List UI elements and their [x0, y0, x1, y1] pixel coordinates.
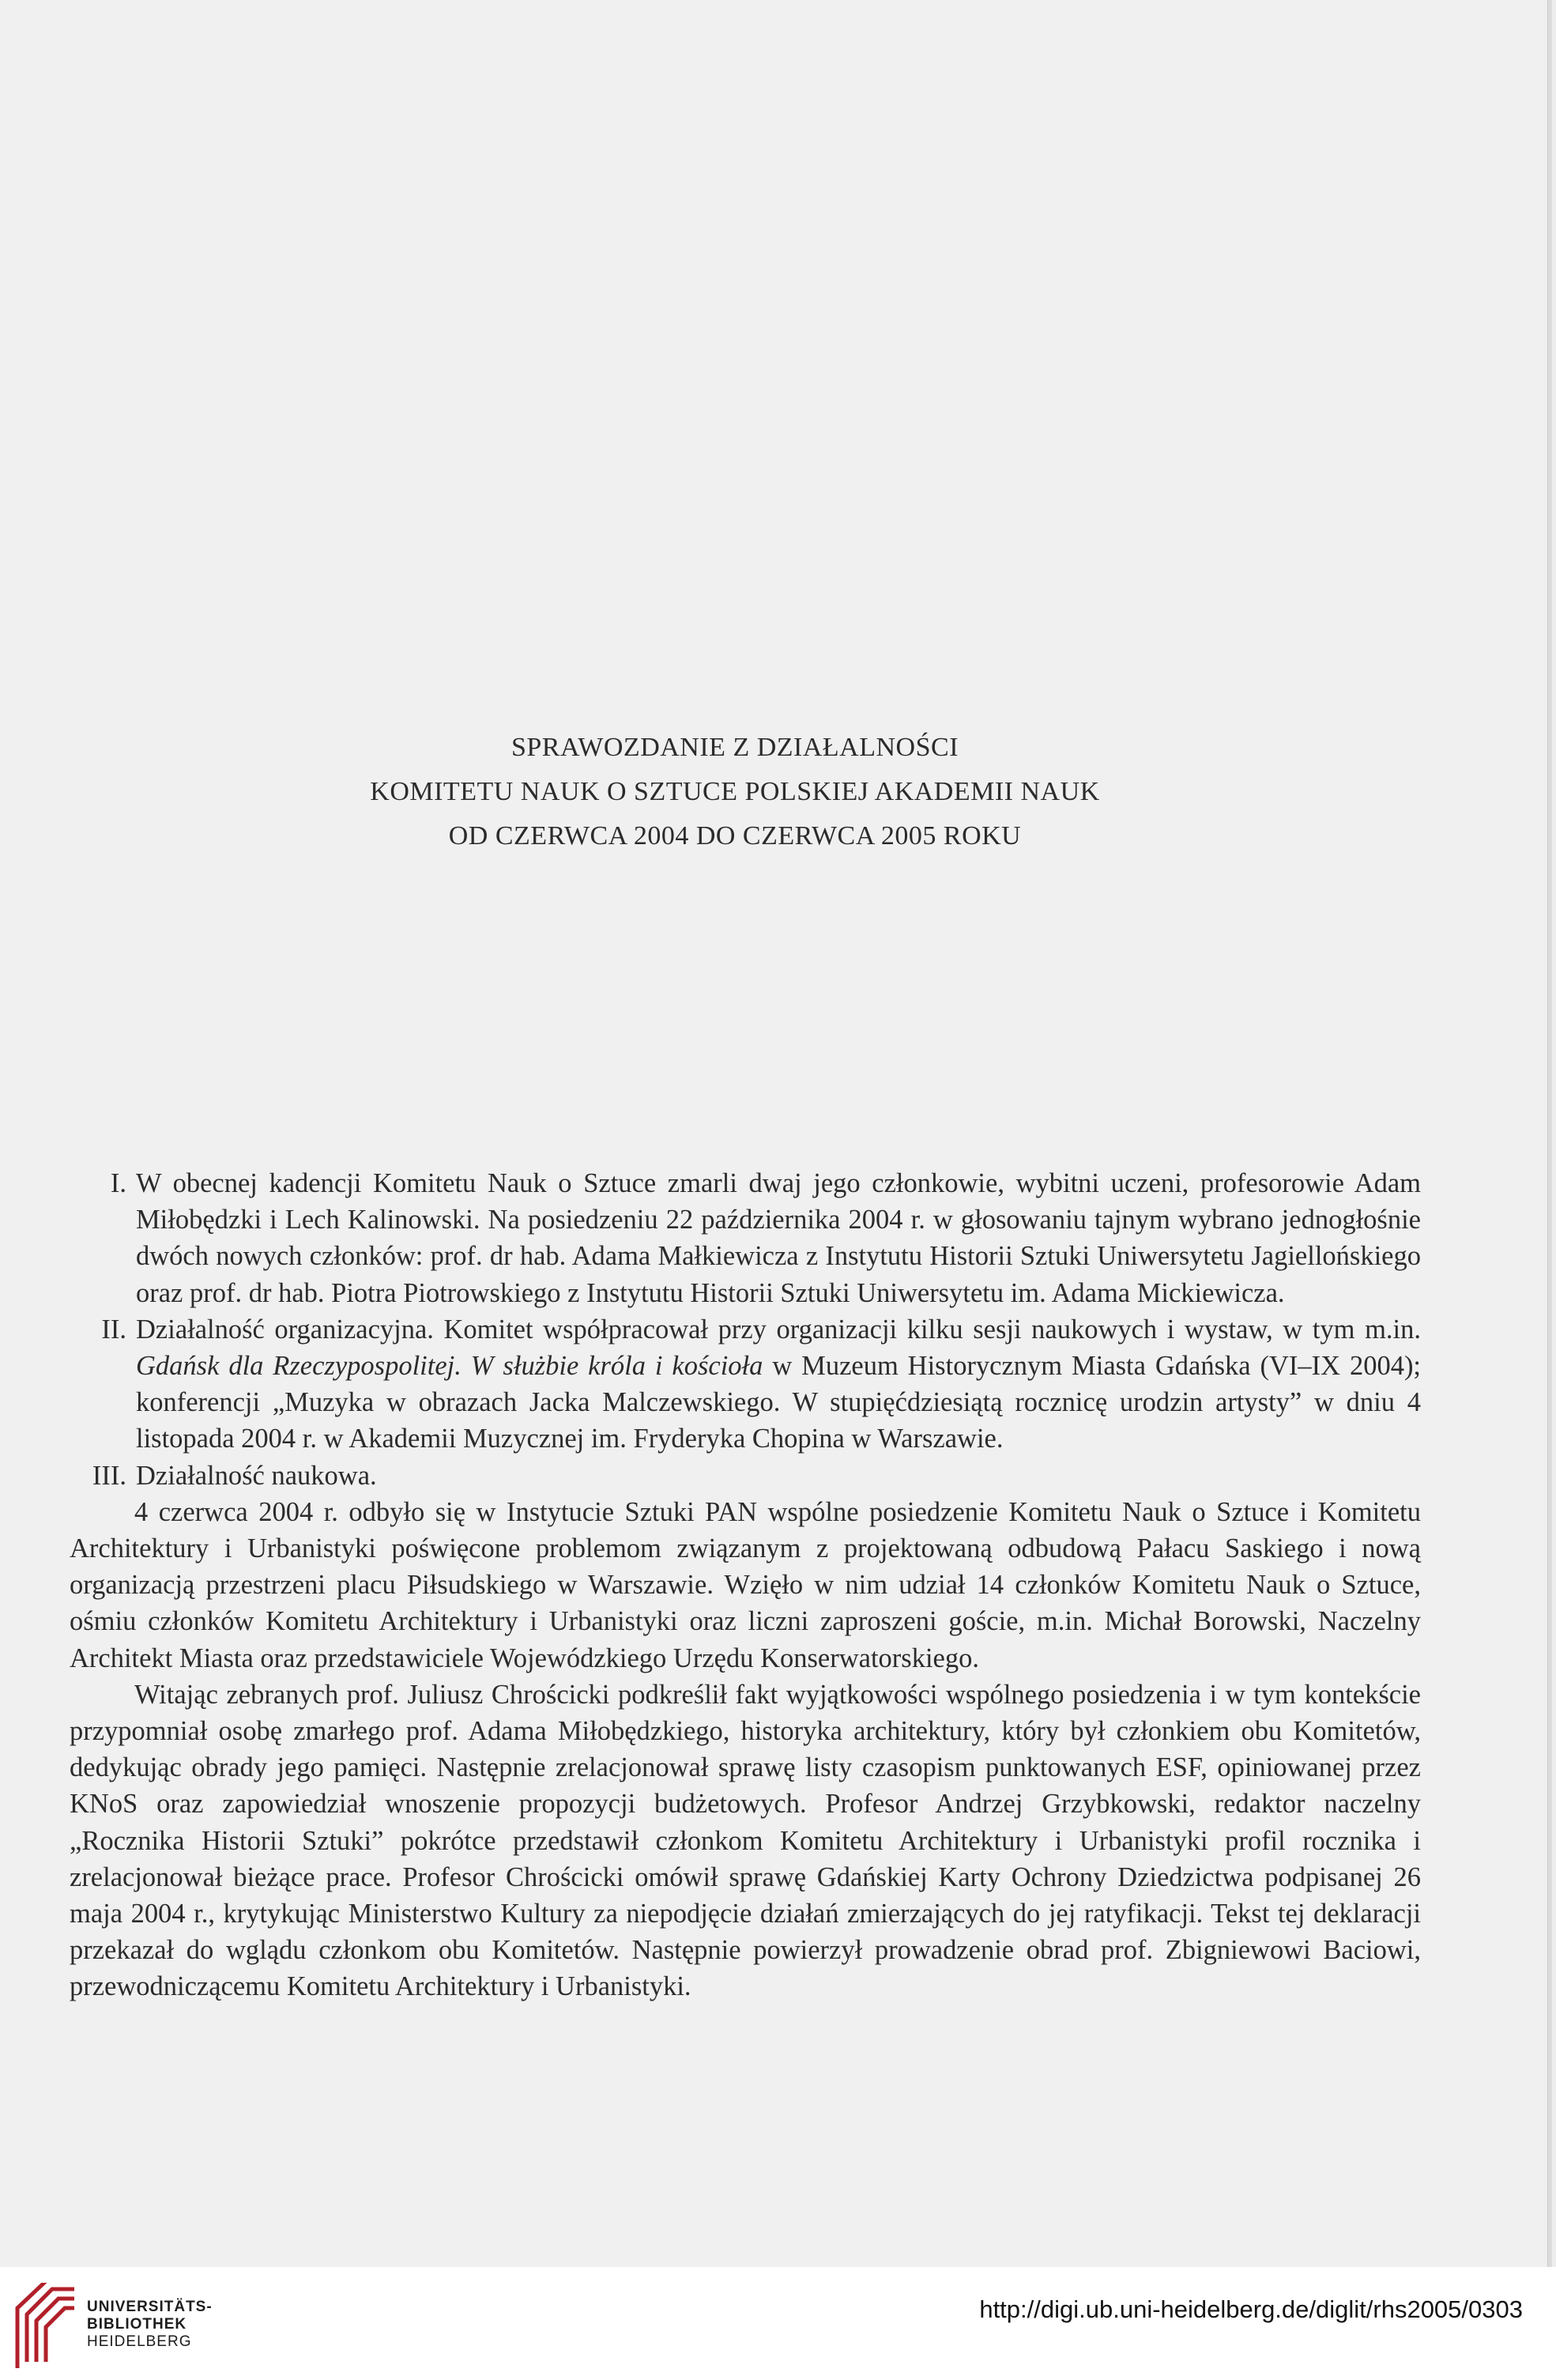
- section-text: [136, 1311, 1421, 1458]
- section-text-part: Działalność organizacyjna. Komitet współpracował przy organizacji kilku sesji naukowych i wystaw, w tym m.in.: [136, 1314, 1421, 1345]
- section-text: Działalność naukowa.: [136, 1460, 377, 1491]
- paragraph-1: 4 czerwca 2004 r. odbyło się w Instytucie Sztuki PAN wspólne posiedzenie Komitetu Nauk o Sztuce i Komitetu Architektury i Urbanistyki poświęcone problemom związanym z projektowaną odbudową Pałacu Saskiego i nową organizacją przestrzeni placu Piłsudskiego w Warszawie. Wzięło w nim udział 14 członków Komitetu Nauk o Sztuce, ośmiu członków Komitetu Architektury i Urbanistyki oraz liczni zaproszeni goście, m.in. Michał Borowski, Naczelny Architekt Miasta oraz przedstawiciele Wojewódzkiego Urzędu Konserwatorskiego.: [70, 1496, 1421, 1673]
- section-text: W obecnej kadencji Komitetu Nauk o Sztuce zmarli dwaj jego członkowie, wybitni uczeni, profesorowie Adam Miłobędzki i Lech Kalinowski. Na posiedzeniu 22 października 2004 r. w głosowaniu tajnym wybrano jednogłośnie dwóch nowych członków: prof. dr hab. Adama Małkiewicza z Instytutu Historii Sztuki Uniwersytetu Jagiellońskiego oraz prof. dr hab. Piotra Piotrowskiego z Instytutu Historii Sztuki Uniwersytetu im. Adama Mickiewicza.: [136, 1168, 1421, 1308]
- section-2: [70, 1311, 1421, 1458]
- document-title: [0, 726, 1470, 858]
- title-line-3: OD CZERWCA 2004 DO CZERWCA 2005 ROKU: [448, 821, 1022, 851]
- section-3: [70, 1458, 1421, 1494]
- section-number: III.: [92, 1460, 126, 1491]
- page-edge: [1547, 0, 1552, 2267]
- paragraph-2: Witając zebranych prof. Juliusz Chrościcki podkreślił fakt wyjątkowości wspólnego posiedzenia i w tym kontekście przypomniał osobę zmarłego prof. Adama Miłobędzkiego, historyka architektury, który był członkiem obu Komitetów, dedykując obrady jego pamięci. Następnie zrelacjonował sprawę listy czasopism punktowanych ESF, opiniowanej przez KNoS oraz zapowiedział wnoszenie propozycji budżetowych. Profesor Andrzej Grzybkowski, redaktor naczelny „Rocznika Historii Sztuki” pokrótce przedstawił członkom Komitetu Architektury i Urbanistyki profil rocznika i zrelacjonował bieżące prace. Profesor Chrościcki omówił sprawę Gdańskiej Karty Ochrony Dziedzictwa podpisanej 26 maja 2004 r., krytykując Ministerstwo Kultury za niepodjęcie działań zmierzających do jej ratyfikacji. Tekst tej deklaracji przekazał do wglądu członkom obu Komitetów. Następnie powierzył prowadzenie obrad prof. Zbigniewowi Baciowi, przewodniczącemu Komitetu Architektury i Urbanistyki.: [70, 1679, 1421, 2002]
- section-1: [70, 1165, 1421, 1311]
- library-logo-icon: [11, 2283, 79, 2370]
- title-line-1: SPRAWOZDANIE Z DZIAŁALNOŚCI: [511, 733, 959, 762]
- section-text-part: w Muzeum Historycznym Miasta Gdańska (VI–IX 2004); konferencji „Muzyka w obrazach Jacka Malczewskiego. W stupięćdziesiątą rocznicę urodzin artysty” w dniu 4 listopada 2004 r. w Akademii Muzycznej im. Fryderyka Chopina w Warszawie.: [136, 1351, 1422, 1454]
- exhibition-title: Gdańsk dla Rzeczypospolitej. W służbie króla i kościoła: [136, 1351, 763, 1382]
- source-url-link[interactable]: http://digi.ub.uni-heidelberg.de/diglit/rhs2005/0303: [979, 2295, 1523, 2323]
- library-name: [87, 2299, 213, 2351]
- library-name-line: HEIDELBERG: [87, 2333, 192, 2350]
- library-name-line: BIBLIOTHEK: [87, 2316, 187, 2333]
- digitization-footer: [0, 2267, 1556, 2380]
- library-name-line: UNIVERSITÄTS-: [87, 2299, 213, 2315]
- title-line-2: KOMITETU NAUK O SZTUCE POLSKIEJ AKADEMII NAUK: [370, 777, 1100, 806]
- section-number: I.: [110, 1168, 126, 1198]
- report-body: [70, 1165, 1421, 2005]
- section-number: II.: [101, 1314, 126, 1345]
